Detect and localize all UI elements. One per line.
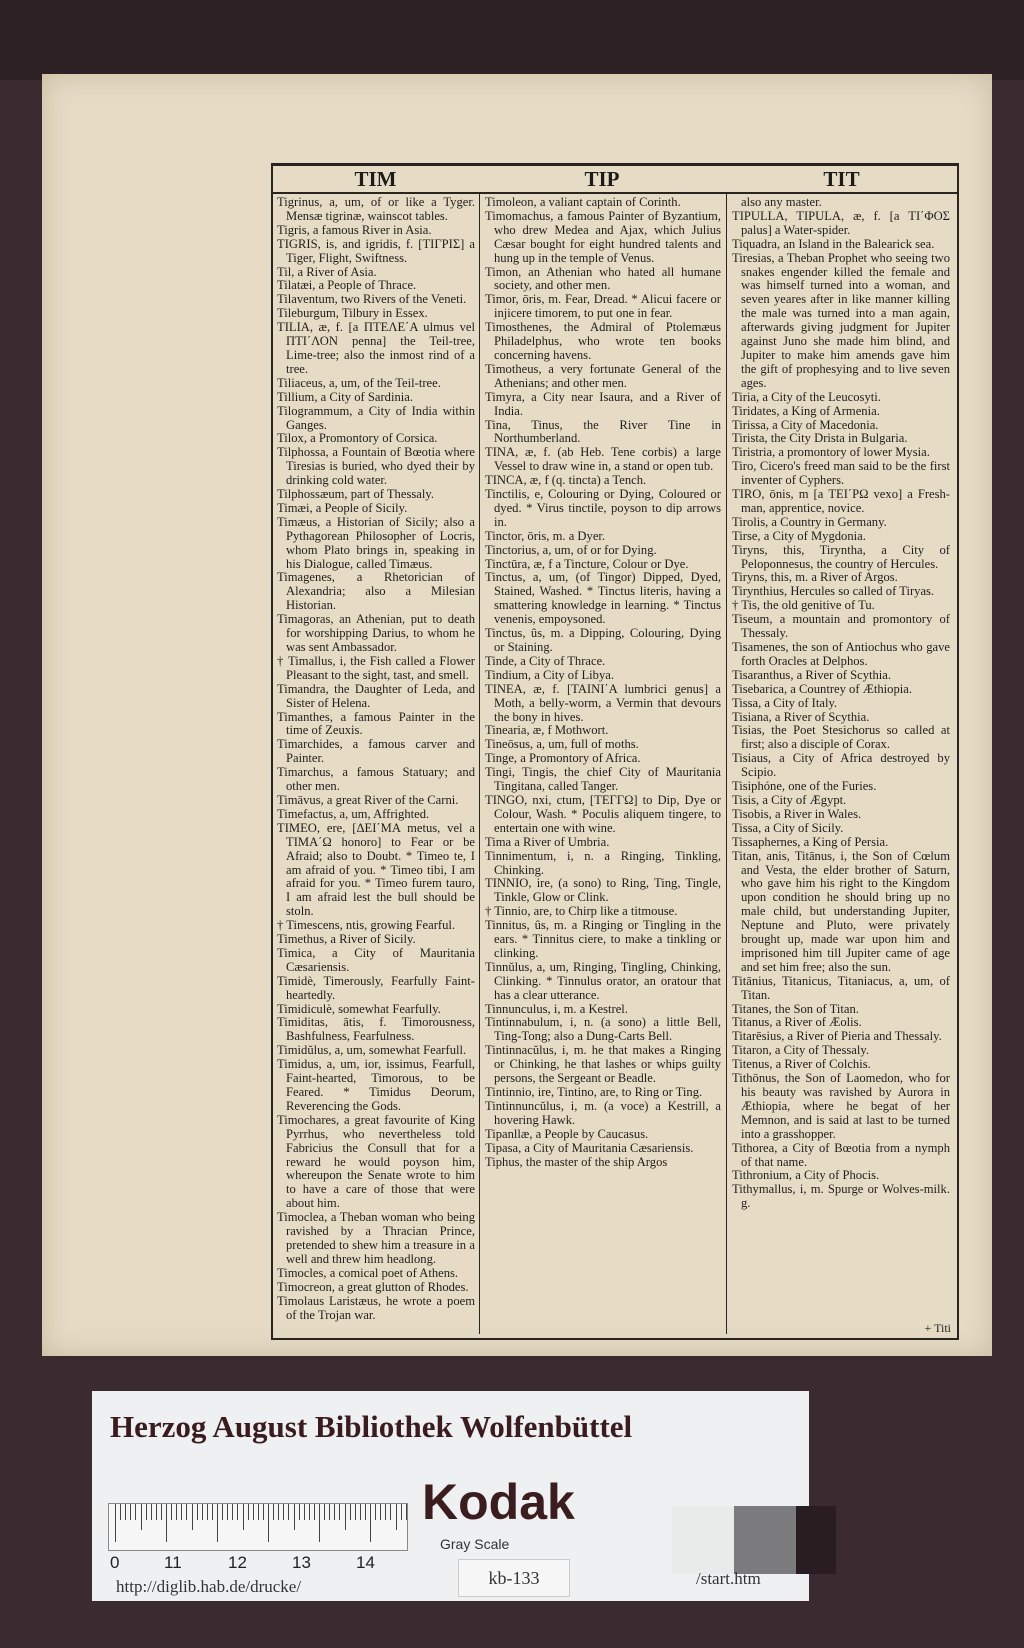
dictionary-entry: Timomachus, a famous Painter of Byzantium, who drew Medea and Ajax, which Julius Cæsar bought for eight hundred talents and hung up in the temple of Venus. [485,208,721,265]
dictionary-entry: Tirse, a City of Mygdonia. [732,528,866,543]
dictionary-entry: Tisiana, a River of Scythia. [732,709,870,724]
dictionary-entry: Tiphus, the master of the ship Argos [485,1154,668,1169]
ruler-tick [355,1504,356,1520]
ruler-tick [329,1504,330,1520]
ruler-tick [339,1504,340,1520]
ruler-tick [232,1504,233,1520]
dictionary-entry: TIMEO, ere, [ΔΕΙ΄ΜΑ metus, vel a ΤΙΜΑ΄Ω honoro] to Fear or be Afraid; also to Doubt. * Timeo te, I am afraid of you. * Timeo tibi, I am afraid for you. * Timeo furem tauro, I am afraid lest the bull should be stoln. [277,820,475,919]
dictionary-entry: Tiseum, a mountain and promontory of Thessaly. [732,612,950,641]
dictionary-entry: Tilphossa, a Fountain of Bœotia where Tiresias is buried, who dyed their by drinking cold water. [277,445,475,488]
running-head-tip: TIP [478,166,726,194]
dictionary-entry: TILIA, æ, f. [a ΠΤΕΛΕ΄Α ulmus vel ΠΤΙ΄ΛΟΝ penna] the Teil-tree, Lime-tree; also the inmost rind of a tree. [277,320,475,376]
ruler-tick [396,1504,397,1530]
ruler-tick [217,1504,218,1542]
dictionary-entry: Tiliaceus, a, um, of the Teil-tree. [277,375,441,390]
dictionary-entry: Tinge, a Promontory of Africa. [485,751,641,766]
ruler-tick [120,1504,121,1520]
ruler-tick [186,1504,187,1520]
dictionary-entry: Tima a River of Umbria. [485,834,610,849]
ruler [108,1503,408,1551]
ruler-tick [243,1504,244,1530]
dictionary-entry: Tinctus, a, um, (of Tingor) Dipped, Dyed, Stained, Washed. * Tinctus literis, having a smattering knowledge in learning. * Tinctus venenis, empoysoned. [485,570,721,627]
ruler-number: 11 [164,1553,182,1572]
dictionary-entry: Tinnitus, ûs, m. a Ringing or Tingling in the ears. * Tinnitus ciere, to make a tinkling or clinking. [485,918,721,960]
dictionary-entry: † Tis, the old genitive of Tu. [732,598,875,613]
ruler-tick [309,1504,310,1520]
dictionary-entry: Tiro, Cicero's freed man said to be the first inventer of Cyphers. [732,459,950,488]
ruler-tick [207,1504,208,1520]
dictionary-entry: Tina, Tinus, the River Tine in Northumberland. [485,417,721,446]
ruler-tick [299,1504,300,1520]
dictionary-entry: Titarēsius, a River of Pieria and Thessaly. [732,1029,942,1044]
catchword: + Titi [924,1321,951,1335]
dictionary-entry: TINNIO, ire, (a sono) to Ring, Ting, Tingle, Tinkle, Glow or Clink. [485,876,721,905]
dictionary-entry: Timocles, a comical poet of Athens. [277,1265,459,1280]
dictionary-entry: Tissa, a City of Italy. [732,695,838,710]
dictionary-entry: Tilaventum, two Rivers of the Veneti. [277,292,467,307]
dictionary-entry: Tingi, Tingis, the chief City of Mauritania Tingitana, called Tanger. [485,765,721,794]
ruler-tick [161,1504,162,1520]
dictionary-entry: Tinnŭlus, a, um, Ringing, Tingling, Chinking, Clinking. * Tinnulus orator, an oratour that has a clear utterance. [485,959,721,1002]
dictionary-entry: Tintinnacŭlus, i, m. he that makes a Ringing or Chinking, he that lashes or whips guilty persons, the Sergeant or Beadle. [485,1043,721,1086]
dictionary-entry: Tirynthius, Hercules so called of Tiryas. [732,584,935,599]
ruler-tick [375,1504,376,1520]
dictionary-entry: Tinctus, ûs, m. a Dipping, Colouring, Dying or Staining. [485,626,721,654]
dictionary-entry: Tisaranthus, a River of Scythia. [732,667,892,682]
dictionary-entry: Tiryns, this, Tiryntha, a City of Peloponnesus, the country of Hercules. [732,542,950,571]
dictionary-entry: Tirista, the City Drista in Bulgaria. [732,431,908,446]
dictionary-entry: Timarchus, a famous Statuary; and other men. [277,765,475,794]
dictionary-entry: Tinctor, ōris, m. a Dyer. [485,528,606,543]
ruler-number: 12 [228,1553,247,1572]
ruler-tick [176,1504,177,1520]
ruler-tick [345,1504,346,1530]
dictionary-entry: Timefactus, a, um, Affrighted. [277,806,430,821]
gray-patch-mid [734,1506,796,1574]
dictionary-entry: Tiridates, a King of Armenia. [732,403,880,418]
dictionary-entry: TIPULLA, TIPULA, æ, f. [a ΤΙ΄ΦΟΣ palus] a Water-spider. [732,208,950,237]
ruler-tick [319,1504,320,1542]
dictionary-entry: Tinctūra, æ, f a Tincture, Colour or Dye. [485,556,689,571]
dictionary-entry: TINA, æ, f. (ab Heb. Tene corbis) a large Vessel to draw wine in, a stand or open tub. [485,445,721,474]
dictionary-entry: TINEA, æ, f. [ΤΑΙΝΙ΄Α lumbrici genus] a Moth, a belly-worm, a Vermin that devours the bony in hives. [485,681,721,724]
dictionary-entry: Timiditas, ātis, f. Timorousness, Bashfulness, Fearfulness. [277,1015,475,1044]
dictionary-entry: Timotheus, a very fortunate General of the Athenians; and other men. [485,361,721,390]
dictionary-entry: TIGRIS, is, and igridis, f. [ΤΙΓΡΙΣ] a Tiger, Flight, Swiftness. [277,236,475,265]
dictionary-entry: Timidŭlus, a, um, somewhat Fearfull. [277,1043,467,1058]
ruler-tick [171,1504,172,1520]
dictionary-entry: also any master. [741,196,822,209]
dictionary-entry: Tineōsus, a, um, full of moths. [485,737,639,752]
gray-patch-light [672,1506,734,1574]
dictionary-entry: Tissaphernes, a King of Persia. [732,834,889,849]
dictionary-entry: Timagoras, an Athenian, put to death for worshipping Darius, to whom he was sent Ambassador. [277,612,475,654]
ruler-tick [115,1504,116,1542]
dictionary-entry: TIRO, ōnis, m [a ΤΕΙ΄ΡΩ vexo] a Fresh-man, apprentice, novice. [732,487,950,515]
dictionary-entry: Timosthenes, the Admiral of Ptolemæus Philadelphus, who wrote ten books concerning havens. [485,320,721,362]
dictionary-entry: Tipasa, a City of Mauritania Cæsariensis. [485,1140,694,1155]
dictionary-entry: † Tinnio, are, to Chirp like a titmouse. [485,904,678,919]
dictionary-entry: Timidus, a, um, ior, issimus, Fearfull, Faint-hearted, Timorous, to be Feared. * Timidus Deorum, Reverencing the Gods. [277,1057,475,1113]
ruler-tick [370,1504,371,1542]
ruler-tick [258,1504,259,1520]
dictionary-entry: Tissa, a City of Sicily. [732,820,844,835]
dictionary-entry: Tiresias, a Theban Prophet who seeing two snakes engender killed the female and was himself turned into a woman, and seven yeares after in like manner killing the male was turned into a man again, afterwards giving judgment for Jupiter against Juno she made him blind, and Jupiter to make him amends gave him the gift of prophesying and to live seven ages. [732,250,950,390]
dictionary-entry: Tiristria, a promontory of lower Mysia. [732,445,930,460]
dictionary-entry: Titanes, the Son of Titan. [732,1001,859,1016]
dictionary-entry: Tinctorius, a, um, of or for Dying. [485,542,657,557]
dictionary-entry: Tithymallus, i, m. Spurge or Wolves-milk. g. [732,1182,950,1211]
dictionary-entry: Tilatæi, a People of Thrace. [277,278,417,293]
dictionary-entry: Titānius, Titanicus, Titaniacus, a, um, of Titan. [732,973,950,1002]
dictionary-entry: TINCA, æ, f (q. tincta) a Tench. [485,473,647,488]
dictionary-entry: Tintinnabulum, i, n. (a sono) a little Bell, Ting-Tong; also a Dung-Carts Bell. [485,1015,721,1044]
dictionary-entry: Tisis, a City of Ægypt. [732,792,847,807]
dictionary-entry: Tithorea, a City of Bœotia from a nymph of that name. [732,1140,950,1169]
dictionary-entry: Timoclea, a Theban woman who being ravished by a Thracian Prince, pretended to shew him a treasure in a well and threw him headlong. [277,1210,475,1266]
ruler-tick [141,1504,142,1530]
column-1 [277,196,475,1332]
dictionary-entry: Tiria, a City of the Leucosyti. [732,389,881,404]
ruler-number: 0 [110,1553,120,1572]
dictionary-entry: TINGO, nxi, ctum, [ΤΕΓΓΩ] to Dip, Dye or Colour, Wash. * Poculis aliquem tingere, to entertain one with wine. [485,792,721,835]
dictionary-entry: Timandra, the Daughter of Leda, and Sister of Helena. [277,681,475,710]
dictionary-entry: Tinctilis, e, Colouring or Dying, Coloured or dyed. * Virus tinctile, poyson to dip arrows in. [485,487,721,529]
ruler-tick [181,1504,182,1520]
ruler-tick [146,1504,147,1520]
dictionary-entry: Tindium, a City of Libya. [485,667,614,682]
dictionary-entry: Til, a River of Asia. [277,264,377,279]
dictionary-entry: Tisiaus, a City of Africa destroyed by Scipio. [732,751,950,780]
dictionary-entry: Tithronium, a City of Phocis. [732,1168,880,1183]
dictionary-entry: Tirissa, a City of Macedonia. [732,417,879,432]
dictionary-entry: Tigrinus, a, um, of or like a Tyger. Mensæ tigrinæ, wainscot tables. [277,196,475,223]
ruler-tick [135,1504,136,1520]
ruler-tick [227,1504,228,1520]
dictionary-entry: Timidiculè, somewhat Fearfully. [277,1001,441,1016]
start-page-text: /start.htm [696,1569,761,1588]
ruler-tick [151,1504,152,1520]
dictionary-entry: Tilogrammum, a City of India within Ganges. [277,403,475,432]
kodak-logo: Kodak [422,1474,575,1530]
ruler-tick [365,1504,366,1520]
ruler-tick [125,1504,126,1520]
dictionary-entry: Tiryns, this, m. a River of Argos. [732,570,898,585]
ruler-tick [156,1504,157,1520]
dictionary-entry: Titanus, a River of Æolis. [732,1015,862,1030]
dictionary-entry: Tinnunculus, i, m. a Kestrel. [485,1001,628,1016]
dictionary-entry: Tileburgum, Tilbury in Essex. [277,306,428,321]
dictionary-entry: Tisias, the Poet Stesichorus so called at first; also a disciple of Corax. [732,723,950,752]
dictionary-entry: Tigris, a famous River in Asia. [277,222,432,237]
dictionary-entry: Timolaus Laristæus, he wrote a poem of the Trojan war. [277,1293,475,1322]
ruler-tick [202,1504,203,1520]
dictionary-entry: Tisebarica, a Countrey of Æthiopia. [732,681,913,696]
dictionary-entry: Timæus, a Historian of Sicily; also a Pythagorean Philosopher of Locris, whom Plato brings in, speaking in his Dialogue, called Timæus. [277,514,475,571]
ruler-tick [390,1504,391,1520]
ruler-tick [334,1504,335,1520]
dictionary-entry: Tinnimentum, i, n. a Ringing, Tinkling, Chinking. [485,848,721,877]
dictionary-entry: † Timallus, i, the Fish called a Flower Pleasant to the sight, tast, and smell. [277,653,475,682]
ruler-tick [350,1504,351,1520]
ruler-tick [237,1504,238,1520]
dictionary-entry: Tintinnio, ire, Tintino, are, to Ring or Ting. [485,1085,703,1099]
scan-background [0,0,1024,80]
column-3 [732,196,950,1332]
shelfmark-box: kb-133 [458,1559,570,1597]
url-text: http://diglib.hab.de/drucke/ [116,1577,302,1596]
dictionary-entry: Timāvus, a great River of the Carni. [277,792,459,807]
dictionary-entry: Tipanllæ, a People by Caucasus. [485,1126,649,1141]
gray-scale-label: Gray Scale [440,1536,510,1552]
dictionary-entry: Timon, an Athenian who hated all humane society, and other men. [485,264,721,293]
dictionary-entry: Tisobis, a River in Wales. [732,806,862,821]
dictionary-entry: Tintinnuncŭlus, i, m. (a voce) a Kestrill, a hovering Hawk. [485,1098,721,1127]
dictionary-entry: Timoleon, a valiant captain of Corinth. [485,196,681,209]
column-rule [479,194,480,1334]
ruler-tick [385,1504,386,1520]
column-2 [485,196,721,1332]
dictionary-entry: Tisiphóne, one of the Furies. [732,779,877,794]
ruler-number: 14 [356,1553,375,1572]
gray-patch-dark [796,1506,836,1574]
ruler-tick [130,1504,131,1520]
column-rule [726,194,727,1334]
dictionary-entry: Tillium, a City of Sardinia. [277,389,413,404]
dictionary-entry: † Timescens, ntis, growing Fearful. [277,918,456,933]
dictionary-entry: Timica, a City of Mauritania Cæsariensis. [277,945,475,974]
ruler-tick [314,1504,315,1520]
ruler-number: 13 [292,1553,311,1572]
ruler-tick [222,1504,223,1520]
dictionary-entry: Tinde, a City of Thrace. [485,653,606,668]
dictionary-entry: Tiquadra, an Island in the Balearick sea. [732,236,935,251]
dictionary-entry: Timocreon, a great glutton of Rhodes. [277,1279,469,1294]
ruler-tick [288,1504,289,1520]
dictionary-entry: Titaron, a City of Thessaly. [732,1043,870,1058]
dictionary-entry: Titenus, a River of Colchis. [732,1057,871,1072]
dictionary-entry: Tinearia, æ, f Mothwort. [485,723,609,738]
ruler-tick [294,1504,295,1530]
ruler-tick [192,1504,193,1530]
ruler-tick [360,1504,361,1520]
ruler-tick [212,1504,213,1520]
ruler-tick [166,1504,167,1542]
dictionary-entry: Timæi, a People of Sicily. [277,500,408,515]
running-head-tit: TIT [726,166,957,194]
ruler-tick [406,1504,407,1520]
ruler-tick [253,1504,254,1520]
dictionary-entry: Timethus, a River of Sicily. [277,932,416,947]
ruler-tick [283,1504,284,1520]
ruler-tick [401,1504,402,1520]
dictionary-entry: Timarchides, a famous carver and Painter. [277,737,475,766]
library-title: Herzog August Bibliothek Wolfenbüttel [110,1409,633,1444]
text-frame [271,163,959,1340]
ruler-tick [324,1504,325,1520]
library-target-card [92,1391,809,1601]
ruler-tick [248,1504,249,1520]
ruler-tick [278,1504,279,1520]
dictionary-entry: Titan, anis, Titānus, i, the Son of Cœlum and Vesta, the elder brother of Saturn, who gave him his right to the Kingdom upon condition he should bring up no male child, but understanding Jupiter, Neptune and Pluto, were privately brought up, made war upon him and imprisoned him till Jupiter came of age and set him free; also the sun. [732,848,950,974]
dictionary-entry: Timagenes, a Rhetorician of Alexandria; also a Milesian Historian. [277,570,475,613]
ruler-tick [197,1504,198,1520]
dictionary-entry: Timanthes, a famous Painter in the time of Zeuxis. [277,709,475,738]
ruler-tick [268,1504,269,1542]
dictionary-entry: Tilphossæum, part of Thessaly. [277,487,434,502]
dictionary-entry: Timor, ōris, m. Fear, Dread. * Alicui facere or injicere timorem, to put one in fear. [485,292,721,321]
dictionary-entry: Tisamenes, the son of Antiochus who gave forth Oracles at Delphos. [732,640,950,668]
ruler-tick [263,1504,264,1520]
ruler-tick [304,1504,305,1520]
dictionary-entry: Timyra, a City near Isaura, and a River of India. [485,389,721,418]
dictionary-entry: Timochares, a great favourite of King Pyrrhus, who nevertheless told Fabricius the Consull that for a reward he would poyson him, whereupon the Senate wrote to him to have a care of those that were about him. [277,1112,475,1211]
dictionary-entry: Timidè, Timerously, Fearfully Faint-heartedly. [277,973,475,1002]
ruler-tick [273,1504,274,1520]
running-head-tim: TIM [273,166,478,194]
ruler-tick [380,1504,381,1520]
dictionary-entry: Tilox, a Promontory of Corsica. [277,431,438,446]
dictionary-entry: Tithōnus, the Son of Laomedon, who for his beauty was ravished by Aurora in Æthiopia, where he begat of her Memnon, and is said at last to be turned into a grasshopper. [732,1071,950,1141]
dictionary-entry: Tirolis, a Country in Germany. [732,514,887,529]
